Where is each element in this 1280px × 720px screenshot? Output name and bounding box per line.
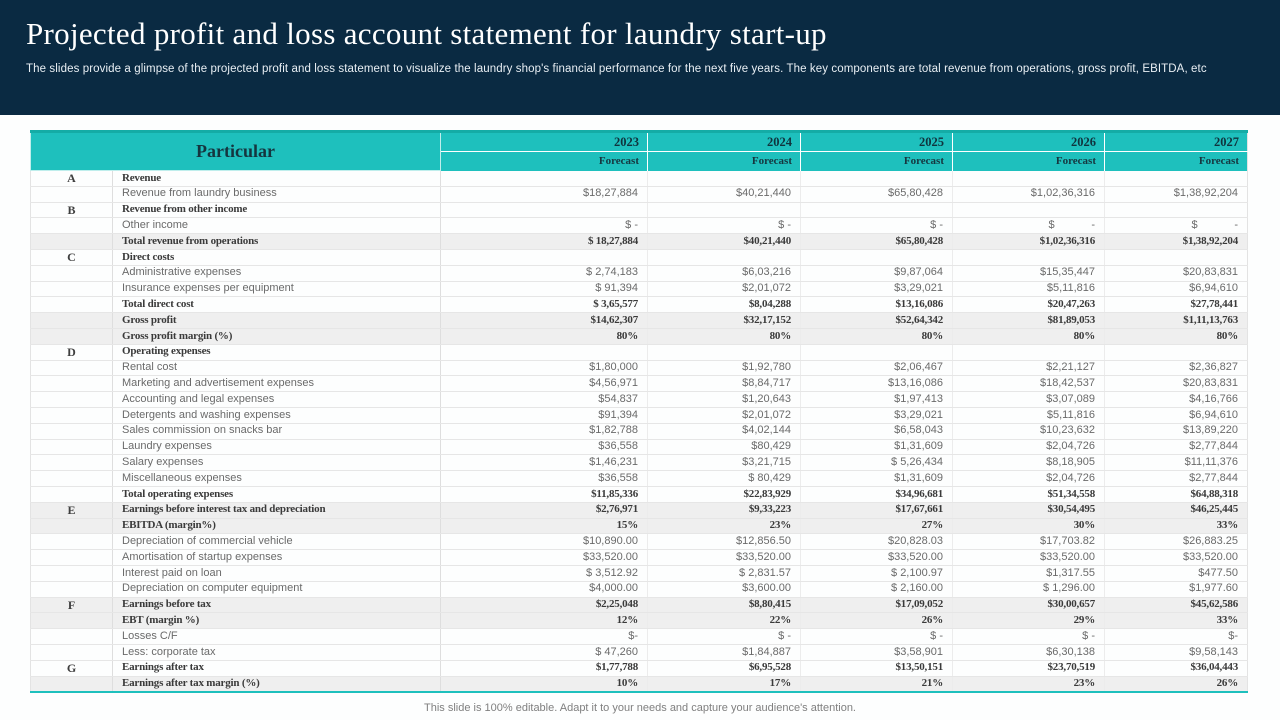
- row-label: Revenue from laundry business: [113, 186, 441, 202]
- row-label: Revenue from other income: [113, 202, 441, 218]
- header-band: [0, 0, 1280, 115]
- cell-value: [801, 344, 953, 360]
- cell-value: $30,54,495: [953, 502, 1105, 518]
- cell-value: $3,29,021: [801, 281, 953, 297]
- cell-value: [801, 249, 953, 265]
- cell-value: $-: [1105, 629, 1248, 645]
- table-row: [31, 581, 1248, 597]
- cell-value: 12%: [441, 613, 648, 629]
- cell-value: $6,58,043: [801, 423, 953, 439]
- row-label: EBITDA (margin%): [113, 518, 441, 534]
- row-label: Detergents and washing expenses: [113, 407, 441, 423]
- cell-value: 29%: [953, 613, 1105, 629]
- table-row: [31, 265, 1248, 281]
- cell-value: [953, 202, 1105, 218]
- cell-value: $ -: [953, 218, 1105, 234]
- table-header: [31, 132, 1248, 171]
- cell-value: $40,21,440: [648, 234, 801, 250]
- row-letter: C: [31, 249, 113, 265]
- row-letter: G: [31, 660, 113, 676]
- cell-value: $ -: [801, 218, 953, 234]
- row-letter: D: [31, 344, 113, 360]
- table-row: [31, 376, 1248, 392]
- cell-value: $3,07,089: [953, 392, 1105, 408]
- cell-value: $36,558: [441, 471, 648, 487]
- cell-value: [801, 202, 953, 218]
- cell-value: 27%: [801, 518, 953, 534]
- cell-value: $ -: [648, 218, 801, 234]
- cell-value: $9,33,223: [648, 502, 801, 518]
- row-letter: [31, 644, 113, 660]
- row-label: Gross profit margin (%): [113, 328, 441, 344]
- cell-value: $65,80,428: [801, 234, 953, 250]
- cell-value: $9,87,064: [801, 265, 953, 281]
- cell-value: 10%: [441, 676, 648, 692]
- cell-value: $1,31,609: [801, 471, 953, 487]
- cell-value: 23%: [648, 518, 801, 534]
- cell-value: $6,94,610: [1105, 281, 1248, 297]
- table-row: [31, 313, 1248, 329]
- cell-value: $2,76,971: [441, 502, 648, 518]
- cell-value: $3,21,715: [648, 455, 801, 471]
- cell-value: $4,000.00: [441, 581, 648, 597]
- column-subheader-forecast: Forecast: [441, 152, 648, 171]
- row-letter: [31, 407, 113, 423]
- cell-value: $1,11,13,763: [1105, 313, 1248, 329]
- cell-value: $2,25,048: [441, 597, 648, 613]
- cell-value: $36,558: [441, 439, 648, 455]
- cell-value: $6,30,138: [953, 644, 1105, 660]
- cell-value: 80%: [441, 328, 648, 344]
- cell-value: $22,83,929: [648, 486, 801, 502]
- row-letter: [31, 313, 113, 329]
- cell-value: [1105, 344, 1248, 360]
- cell-value: $2,01,072: [648, 407, 801, 423]
- cell-value: $27,78,441: [1105, 297, 1248, 313]
- cell-value: $17,67,661: [801, 502, 953, 518]
- cell-value: $1,31,609: [801, 439, 953, 455]
- table-row: [31, 360, 1248, 376]
- cell-value: $13,16,086: [801, 297, 953, 313]
- cell-value: $2,06,467: [801, 360, 953, 376]
- pnl-table: [30, 130, 1248, 693]
- cell-value: 80%: [801, 328, 953, 344]
- cell-value: $14,62,307: [441, 313, 648, 329]
- table-row: [31, 644, 1248, 660]
- cell-value: $2,77,844: [1105, 471, 1248, 487]
- cell-value: $1,38,92,204: [1105, 234, 1248, 250]
- cell-value: $33,520.00: [1105, 550, 1248, 566]
- row-label: Accounting and legal expenses: [113, 392, 441, 408]
- row-letter: [31, 392, 113, 408]
- cell-value: $ 3,512.92: [441, 565, 648, 581]
- cell-value: 17%: [648, 676, 801, 692]
- cell-value: 15%: [441, 518, 648, 534]
- cell-value: $1,77,788: [441, 660, 648, 676]
- cell-value: $9,58,143: [1105, 644, 1248, 660]
- cell-value: $477.50: [1105, 565, 1248, 581]
- cell-value: $5,11,816: [953, 407, 1105, 423]
- cell-value: $10,23,632: [953, 423, 1105, 439]
- row-label: Salary expenses: [113, 455, 441, 471]
- cell-value: [953, 249, 1105, 265]
- cell-value: $32,17,152: [648, 313, 801, 329]
- table-row: [31, 502, 1248, 518]
- table-row: [31, 186, 1248, 202]
- table-body: [31, 171, 1248, 692]
- cell-value: $ -: [801, 629, 953, 645]
- cell-value: [1105, 171, 1248, 187]
- cell-value: $46,25,445: [1105, 502, 1248, 518]
- row-label: Depreciation on computer equipment: [113, 581, 441, 597]
- cell-value: $13,16,086: [801, 376, 953, 392]
- cell-value: $2,77,844: [1105, 439, 1248, 455]
- row-letter: [31, 518, 113, 534]
- cell-value: $ -: [441, 218, 648, 234]
- pnl-table-container: [30, 130, 1247, 693]
- cell-value: $64,88,318: [1105, 486, 1248, 502]
- cell-value: $ 2,831.57: [648, 565, 801, 581]
- table-row: [31, 629, 1248, 645]
- cell-value: [441, 344, 648, 360]
- cell-value: $26,883.25: [1105, 534, 1248, 550]
- table-row: [31, 328, 1248, 344]
- cell-value: $33,520.00: [441, 550, 648, 566]
- cell-value: [441, 249, 648, 265]
- cell-value: $13,89,220: [1105, 423, 1248, 439]
- row-label: Total operating expenses: [113, 486, 441, 502]
- cell-value: [801, 171, 953, 187]
- cell-value: 21%: [801, 676, 953, 692]
- cell-value: $1,84,887: [648, 644, 801, 660]
- row-label: Rental cost: [113, 360, 441, 376]
- row-label: Losses C/F: [113, 629, 441, 645]
- column-subheader-forecast: Forecast: [1105, 152, 1248, 171]
- column-header-particular: Particular: [31, 132, 441, 171]
- cell-value: 33%: [1105, 518, 1248, 534]
- cell-value: $40,21,440: [648, 186, 801, 202]
- page-subtitle: The slides provide a glimpse of the projected profit and loss statement to visualize the laundry shop's financial performance for the next five years. The key components are total revenue from operations, gross profit, EBITDA, etc: [26, 63, 1207, 75]
- row-letter: [31, 565, 113, 581]
- row-label: Other income: [113, 218, 441, 234]
- cell-value: $17,703.82: [953, 534, 1105, 550]
- cell-value: 33%: [1105, 613, 1248, 629]
- table-row: [31, 344, 1248, 360]
- row-label: Earnings before interest tax and depreciation: [113, 502, 441, 518]
- cell-value: $1,80,000: [441, 360, 648, 376]
- cell-value: $33,520.00: [801, 550, 953, 566]
- cell-value: [1105, 249, 1248, 265]
- cell-value: $3,58,901: [801, 644, 953, 660]
- cell-value: $45,62,586: [1105, 597, 1248, 613]
- row-letter: [31, 629, 113, 645]
- row-label: Earnings after tax: [113, 660, 441, 676]
- row-letter: [31, 234, 113, 250]
- row-letter: [31, 439, 113, 455]
- cell-value: $33,520.00: [648, 550, 801, 566]
- table-row: [31, 534, 1248, 550]
- row-label: Amortisation of startup expenses: [113, 550, 441, 566]
- cell-value: $ -: [1105, 218, 1248, 234]
- cell-value: $ -: [953, 629, 1105, 645]
- cell-value: $1,20,643: [648, 392, 801, 408]
- cell-value: $4,56,971: [441, 376, 648, 392]
- row-letter: [31, 471, 113, 487]
- cell-value: $4,02,144: [648, 423, 801, 439]
- cell-value: [441, 202, 648, 218]
- row-letter: [31, 534, 113, 550]
- cell-value: $36,04,443: [1105, 660, 1248, 676]
- cell-value: $ 2,100.97: [801, 565, 953, 581]
- column-header-year-2027: 2027: [1105, 132, 1248, 152]
- row-letter: [31, 186, 113, 202]
- cell-value: $ 80,429: [648, 471, 801, 487]
- footer-note: This slide is 100% editable. Adapt it to your needs and capture your audience's attention.: [424, 701, 856, 714]
- cell-value: [648, 202, 801, 218]
- cell-value: 26%: [801, 613, 953, 629]
- cell-value: $2,04,726: [953, 471, 1105, 487]
- cell-value: 23%: [953, 676, 1105, 692]
- cell-value: $1,02,36,316: [953, 186, 1105, 202]
- row-label: Earnings before tax: [113, 597, 441, 613]
- table-row: [31, 518, 1248, 534]
- cell-value: $10,890.00: [441, 534, 648, 550]
- row-letter: [31, 297, 113, 313]
- cell-value: [1105, 202, 1248, 218]
- cell-value: 22%: [648, 613, 801, 629]
- cell-value: $6,95,528: [648, 660, 801, 676]
- table-row: [31, 249, 1248, 265]
- cell-value: [648, 171, 801, 187]
- cell-value: $30,00,657: [953, 597, 1105, 613]
- cell-value: $13,50,151: [801, 660, 953, 676]
- column-header-year-2026: 2026: [953, 132, 1105, 152]
- cell-value: [648, 249, 801, 265]
- cell-value: 80%: [953, 328, 1105, 344]
- cell-value: $2,01,072: [648, 281, 801, 297]
- cell-value: $80,429: [648, 439, 801, 455]
- cell-value: 26%: [1105, 676, 1248, 692]
- table-row: [31, 660, 1248, 676]
- row-label: Operating expenses: [113, 344, 441, 360]
- table-row: [31, 597, 1248, 613]
- row-label: EBT (margin %): [113, 613, 441, 629]
- cell-value: $1,38,92,204: [1105, 186, 1248, 202]
- cell-value: $15,35,447: [953, 265, 1105, 281]
- cell-value: $11,85,336: [441, 486, 648, 502]
- table-row: [31, 486, 1248, 502]
- cell-value: $4,16,766: [1105, 392, 1248, 408]
- column-subheader-forecast: Forecast: [648, 152, 801, 171]
- cell-value: $5,11,816: [953, 281, 1105, 297]
- cell-value: $34,96,681: [801, 486, 953, 502]
- cell-value: [953, 171, 1105, 187]
- cell-value: $1,97,413: [801, 392, 953, 408]
- table-row: [31, 455, 1248, 471]
- cell-value: $65,80,428: [801, 186, 953, 202]
- row-letter: [31, 218, 113, 234]
- row-letter: [31, 676, 113, 692]
- table-row: [31, 676, 1248, 692]
- table-row: [31, 423, 1248, 439]
- cell-value: $2,21,127: [953, 360, 1105, 376]
- row-label: Laundry expenses: [113, 439, 441, 455]
- cell-value: $51,34,558: [953, 486, 1105, 502]
- cell-value: $ 47,260: [441, 644, 648, 660]
- table-row: [31, 471, 1248, 487]
- row-label: Revenue: [113, 171, 441, 187]
- cell-value: $1,02,36,316: [953, 234, 1105, 250]
- row-letter: [31, 581, 113, 597]
- table-row: [31, 234, 1248, 250]
- cell-value: $2,36,827: [1105, 360, 1248, 376]
- column-header-year-2023: 2023: [441, 132, 648, 152]
- cell-value: $20,828.03: [801, 534, 953, 550]
- cell-value: $6,03,216: [648, 265, 801, 281]
- cell-value: $54,837: [441, 392, 648, 408]
- table-row: [31, 297, 1248, 313]
- table-row: [31, 439, 1248, 455]
- row-label: Sales commission on snacks bar: [113, 423, 441, 439]
- cell-value: $1,977.60: [1105, 581, 1248, 597]
- table-row: [31, 613, 1248, 629]
- cell-value: 30%: [953, 518, 1105, 534]
- cell-value: $91,394: [441, 407, 648, 423]
- row-letter: B: [31, 202, 113, 218]
- row-label: Less: corporate tax: [113, 644, 441, 660]
- row-label: Earnings after tax margin (%): [113, 676, 441, 692]
- cell-value: $ 2,74,183: [441, 265, 648, 281]
- row-letter: [31, 455, 113, 471]
- cell-value: [648, 344, 801, 360]
- cell-value: $1,46,231: [441, 455, 648, 471]
- cell-value: $17,09,052: [801, 597, 953, 613]
- row-label: Total direct cost: [113, 297, 441, 313]
- row-letter: E: [31, 502, 113, 518]
- cell-value: $-: [441, 629, 648, 645]
- cell-value: 80%: [1105, 328, 1248, 344]
- cell-value: $11,11,376: [1105, 455, 1248, 471]
- cell-value: $ 2,160.00: [801, 581, 953, 597]
- row-label: Direct costs: [113, 249, 441, 265]
- cell-value: $18,42,537: [953, 376, 1105, 392]
- table-row: [31, 218, 1248, 234]
- cell-value: $20,83,831: [1105, 376, 1248, 392]
- row-label: Insurance expenses per equipment: [113, 281, 441, 297]
- column-header-year-2024: 2024: [648, 132, 801, 152]
- column-subheader-forecast: Forecast: [953, 152, 1105, 171]
- page-title: Projected profit and loss account statement for laundry start-up: [26, 16, 827, 51]
- cell-value: $3,600.00: [648, 581, 801, 597]
- cell-value: $8,80,415: [648, 597, 801, 613]
- cell-value: $8,18,905: [953, 455, 1105, 471]
- row-letter: [31, 281, 113, 297]
- cell-value: 80%: [648, 328, 801, 344]
- table-row: [31, 202, 1248, 218]
- cell-value: $20,47,263: [953, 297, 1105, 313]
- cell-value: $1,92,780: [648, 360, 801, 376]
- cell-value: $ 18,27,884: [441, 234, 648, 250]
- table-row: [31, 550, 1248, 566]
- row-letter: [31, 486, 113, 502]
- cell-value: $3,29,021: [801, 407, 953, 423]
- row-letter: [31, 423, 113, 439]
- cell-value: $33,520.00: [953, 550, 1105, 566]
- row-letter: [31, 376, 113, 392]
- row-label: Gross profit: [113, 313, 441, 329]
- cell-value: $ 1,296.00: [953, 581, 1105, 597]
- column-subheader-forecast: Forecast: [801, 152, 953, 171]
- column-header-year-2025: 2025: [801, 132, 953, 152]
- cell-value: [953, 344, 1105, 360]
- cell-value: $12,856.50: [648, 534, 801, 550]
- row-letter: [31, 613, 113, 629]
- cell-value: $18,27,884: [441, 186, 648, 202]
- table-row: [31, 565, 1248, 581]
- row-letter: [31, 265, 113, 281]
- cell-value: $8,84,717: [648, 376, 801, 392]
- cell-value: $20,83,831: [1105, 265, 1248, 281]
- row-label: Administrative expenses: [113, 265, 441, 281]
- table-row: [31, 171, 1248, 187]
- cell-value: $6,94,610: [1105, 407, 1248, 423]
- row-letter: [31, 550, 113, 566]
- cell-value: $23,70,519: [953, 660, 1105, 676]
- cell-value: $52,64,342: [801, 313, 953, 329]
- row-label: Depreciation of commercial vehicle: [113, 534, 441, 550]
- row-letter: [31, 328, 113, 344]
- row-letter: [31, 360, 113, 376]
- cell-value: $ 5,26,434: [801, 455, 953, 471]
- cell-value: $2,04,726: [953, 439, 1105, 455]
- row-label: Interest paid on loan: [113, 565, 441, 581]
- row-letter: A: [31, 171, 113, 187]
- cell-value: $ 91,394: [441, 281, 648, 297]
- cell-value: $1,82,788: [441, 423, 648, 439]
- table-row: [31, 392, 1248, 408]
- cell-value: $1,317.55: [953, 565, 1105, 581]
- row-label: Total revenue from operations: [113, 234, 441, 250]
- cell-value: $ 3,65,577: [441, 297, 648, 313]
- cell-value: [441, 171, 648, 187]
- row-label: Marketing and advertisement expenses: [113, 376, 441, 392]
- table-row: [31, 281, 1248, 297]
- cell-value: $8,04,288: [648, 297, 801, 313]
- row-letter: F: [31, 597, 113, 613]
- row-label: Miscellaneous expenses: [113, 471, 441, 487]
- cell-value: $ -: [648, 629, 801, 645]
- cell-value: $81,89,053: [953, 313, 1105, 329]
- table-row: [31, 407, 1248, 423]
